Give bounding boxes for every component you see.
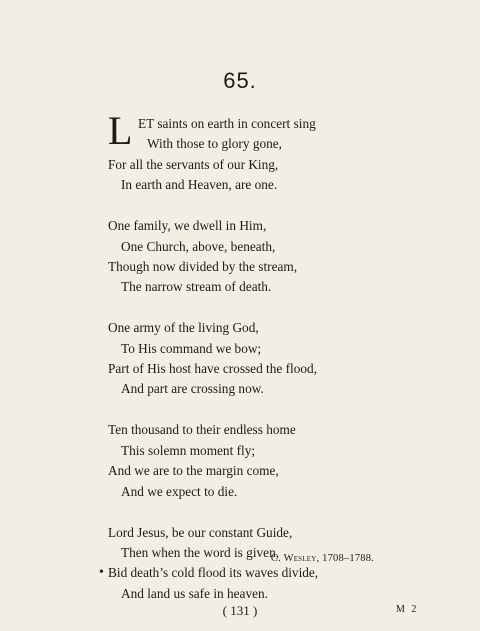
page-number: ( 131 ) — [222, 603, 258, 618]
hymn-text — [99, 108, 408, 625]
line-5-4: And land us safe in heaven. — [121, 585, 268, 601]
line-2-4: The narrow stream of death. — [121, 279, 272, 295]
stanza-4 — [108, 420, 408, 502]
line-5-3 — [99, 563, 408, 583]
line-4-3: And we are to the margin come, — [108, 463, 279, 479]
signature-mark: M 2 — [396, 604, 419, 615]
line-text: Bid death’s cold flood its waves divide, — [108, 565, 319, 581]
stanza-1 — [108, 108, 408, 196]
line-1-3: For all the servants of our King, — [108, 156, 279, 172]
line-5-1: Lord Jesus, be our constant Guide, — [108, 524, 293, 540]
line-4-2: This solemn moment fly; — [121, 442, 256, 458]
line-4-1: Ten thousand to their endless home — [108, 422, 296, 438]
line-3-1: One army of the living God, — [108, 320, 259, 336]
line-2-3: Though now divided by the stream, — [108, 258, 298, 274]
line-2-2: One Church, above, beneath, — [121, 238, 276, 254]
line-2-1: One family, we dwell in Him, — [108, 218, 267, 234]
stanza-3 — [108, 318, 408, 400]
line-1-2: With those to glory gone, — [147, 136, 283, 152]
line-3-3: Part of His host have crossed the flood, — [108, 361, 318, 377]
bullet-mark: • — [99, 565, 104, 581]
line-text: ET saints on earth in concert sing — [138, 116, 316, 131]
line-3-4: And part are crossing now. — [121, 381, 264, 397]
hymn-number: 65. — [223, 68, 257, 93]
drop-cap: L — [108, 108, 133, 153]
attribution — [271, 553, 374, 564]
line-3-2: To His command we bow; — [121, 340, 262, 356]
line-1-4: In earth and Heaven, are one. — [121, 177, 278, 193]
stanza-2 — [108, 216, 408, 298]
attribution-author: C. Wesley, — [270, 553, 320, 564]
line-4-4: And we expect to die. — [121, 483, 238, 499]
line-5-2: Then when the word is given, — [121, 544, 280, 560]
attribution-dates: 1708–1788. — [322, 553, 374, 564]
